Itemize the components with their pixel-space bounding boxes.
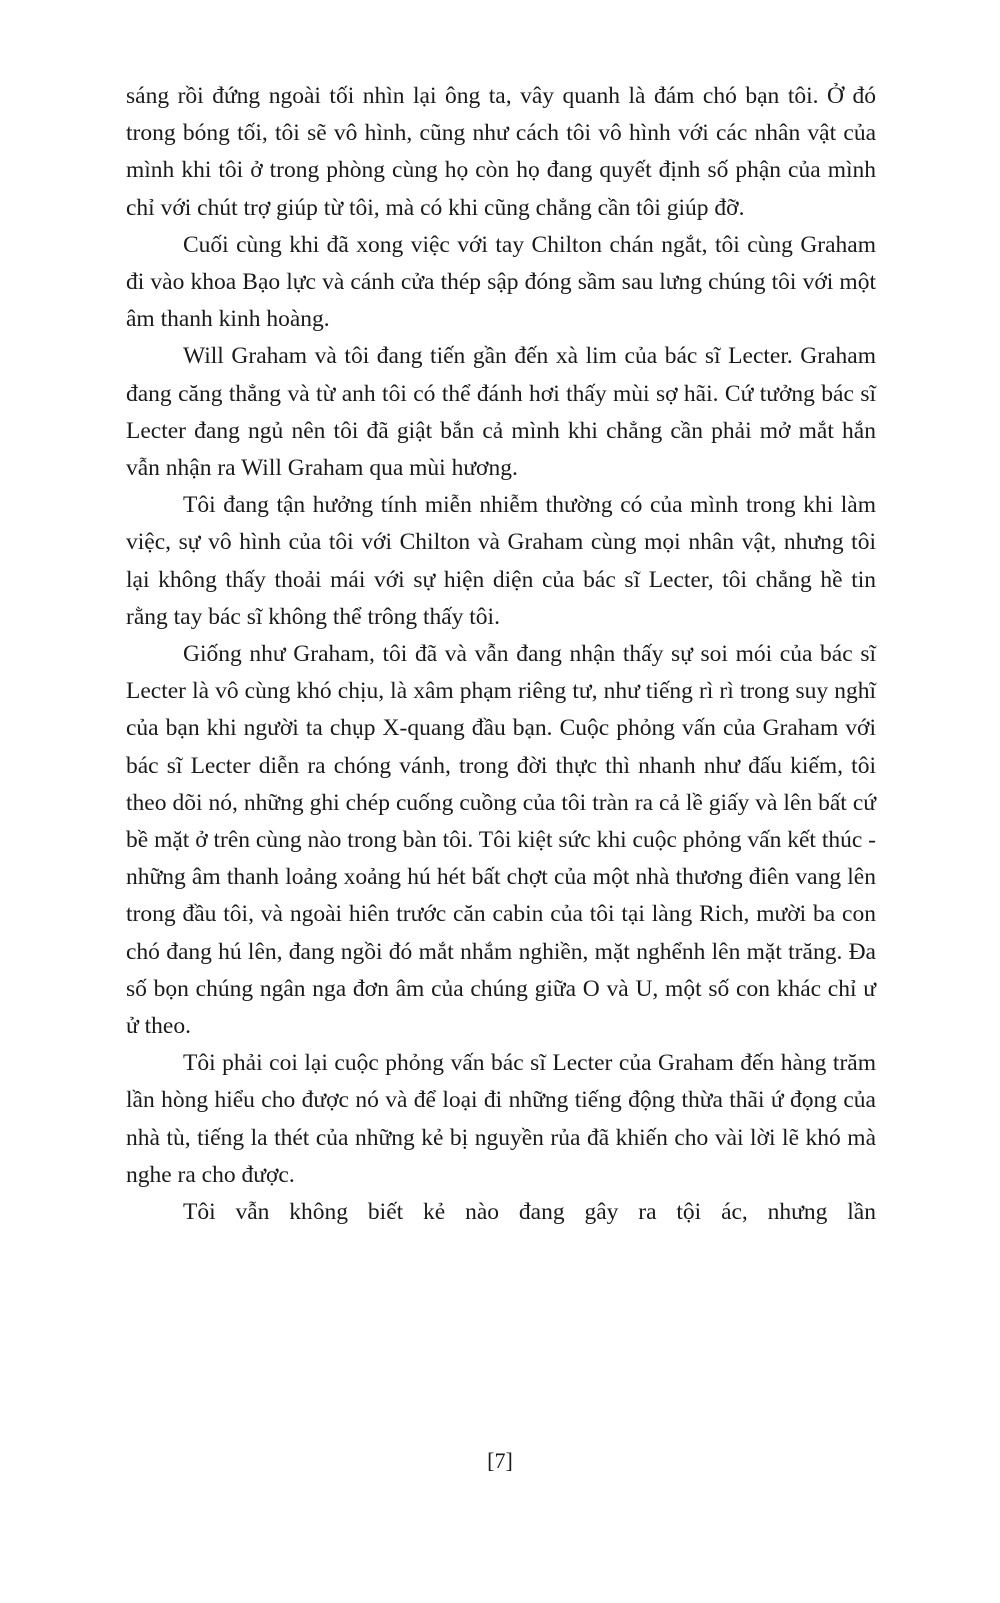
text-paragraph: Tôi vẫn không biết kẻ nào đang gây ra tội ác, nhưng lần (183, 1199, 876, 1226)
text-paragraph: Will Graham và tôi đang tiến gần đến xà lim của bác sĩ Lecter. Graham đang căng thẳng và từ anh tôi có thể đánh hơi thấy mùi sợ hãi. Cứ tưởng bác sĩ Lecter đang ngủ nên tôi đã giật bắn cả mình khi chẳng cần phải mở mắt hắn vẫn nhận ra Will Graham qua mùi hương. (126, 343, 876, 482)
text-paragraph: Giống như Graham, tôi đã và vẫn đang nhận thấy sự soi mói của bác sĩ Lecter là vô cùng khó chịu, là xâm phạm riêng tư, như tiếng rì rì trong suy nghĩ của bạn khi người ta chụp X-quang đầu bạn. Cuộc phỏng vấn của Graham với bác sĩ Lecter diễn ra chóng vánh, trong đời thực thì nhanh như đấu kiếm, tôi theo dõi nó, những ghi chép cuống cuồng của tôi tràn ra cả lề giấy và lên bất cứ bề mặt ở trên cùng nào trong bàn tôi. Tôi kiệt sức khi cuộc phỏng vấn kết thúc - những âm thanh loảng xoảng hú hét bất chợt của một nhà thương điên vang lên trong đầu tôi, và ngoài hiên trước căn cabin của tôi tại làng Rich, mười ba con chó đang hú lên, đang ngồi đó mắt nhắm nghiền, mặt nghểnh lên mặt trăng. Đa số bọn chúng ngân nga đơn âm của chúng giữa O và U, một số con khác chỉ ư ử theo. (126, 641, 876, 1040)
text-paragraph: Tôi đang tận hưởng tính miễn nhiễm thường có của mình trong khi làm việc, sự vô hình của tôi với Chilton và Graham cùng mọi nhân vật, nhưng tôi lại không thấy thoải mái với sự hiện diện của bác sĩ Lecter, tôi chẳng hề tin rằng tay bác sĩ không thể trông thấy tôi. (126, 492, 876, 630)
text-paragraph: sáng rồi đứng ngoài tối nhìn lại ông ta, vây quanh là đám chó bạn tôi. Ở đó trong bóng tối, tôi sẽ vô hình, cũng như cách tôi vô hình với các nhân vật của mình khi tôi ở trong phòng cùng họ còn họ đang quyết định số phận của mình chỉ với chút trợ giúp từ tôi, mà có khi cũng chẳng cần tôi giúp đỡ. (126, 83, 876, 221)
text-paragraph: Tôi phải coi lại cuộc phỏng vấn bác sĩ Lecter của Graham đến hàng trăm lần hòng hiểu cho được nó và để loại đi những tiếng động thừa thãi ứ đọng của nhà tù, tiếng la thét của những kẻ bị nguyền rủa đã khiến cho vài lời lẽ khó mà nghe ra cho được. (126, 1050, 876, 1188)
text-paragraph: Cuối cùng khi đã xong việc với tay Chilton chán ngắt, tôi cùng Graham đi vào khoa Bạo lực và cánh cửa thép sập đóng sầm sau lưng chúng tôi với một âm thanh kinh hoàng. (126, 231, 876, 333)
body-text (126, 78, 876, 1231)
page-number: [7] (487, 1448, 513, 1473)
